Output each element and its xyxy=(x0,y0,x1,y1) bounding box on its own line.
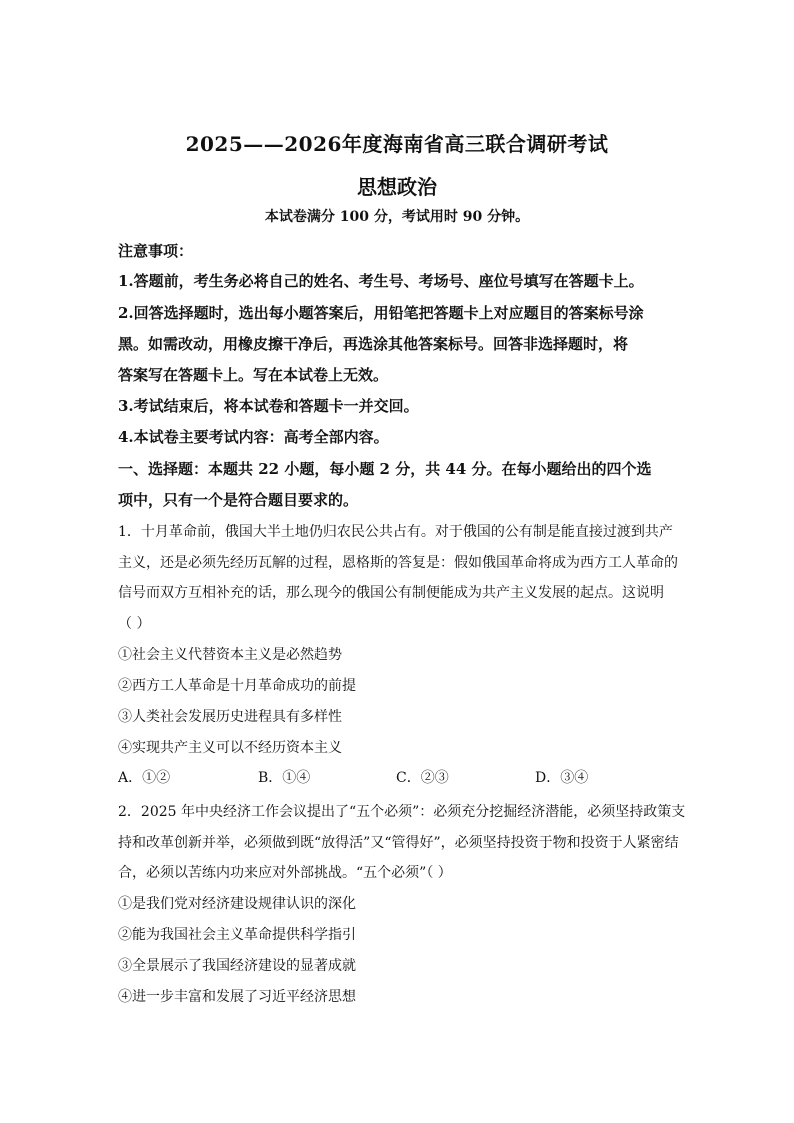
exam-meta: 本试卷满分 100 分，考试用时 90 分钟。 xyxy=(264,209,530,225)
question-2-statement: ④进一步丰富和发展了习近平经济思想 xyxy=(118,989,356,1005)
question-2-statement: ③全景展示了我国经济建设的显著成就 xyxy=(118,958,356,974)
option-a: A．①② xyxy=(118,770,171,786)
notice-line: 4.本试卷主要考试内容：高考全部内容。 xyxy=(118,428,389,446)
subject-title: 思想政治 xyxy=(357,175,437,199)
option-c: C．②③ xyxy=(396,770,449,786)
question-1-text: 1．十月革命前，俄国大半土地仍归农民公共占有。对于俄国的公有制是能直接过渡到共产 xyxy=(118,524,673,540)
question-2-text: 持和改革创新并举，必须做到既“放得活”又“管得好”，必须坚持投资于物和投资于人紧密结 xyxy=(118,835,679,851)
question-1-options xyxy=(118,767,678,787)
notice-line: 黑。如需改动，用橡皮擦干净后，再选涂其他答案标号。回答非选择题时，将 xyxy=(118,335,629,353)
question-2-statement: ①是我们党对经济建设规律认识的深化 xyxy=(118,896,356,912)
question-1-statement: ①社会主义代替资本主义是必然趋势 xyxy=(118,647,342,663)
section-heading: 一、选择题：本题共 22 小题，每小题 2 分，共 44 分。在每小题给出的四个选 xyxy=(118,460,652,478)
question-1-text: 信号而双方互相补充的话，那么现今的俄国公有制便能成为共产主义发展的起点。这说明 xyxy=(118,585,664,601)
notice-line: 答案写在答题卡上。写在本试卷上无效。 xyxy=(118,366,389,384)
question-2-text: 合，必须以苦练内功来应对外部挑战。“五个必须”（ ） xyxy=(118,865,452,881)
question-1-blank: （ ） xyxy=(118,616,151,632)
notice-line: 1.答题前，考生务必将自己的姓名、考生号、考场号、座位号填写在答题卡上。 xyxy=(118,272,644,290)
question-1-text: 主义，还是必须先经历瓦解的过程，恩格斯的答复是：假如俄国革命将成为西方工人革命的 xyxy=(118,555,678,571)
question-1-statement: ②西方工人革命是十月革命成功的前提 xyxy=(118,678,356,694)
notice-line: 3.考试结束后，将本试卷和答题卡一并交回。 xyxy=(118,397,419,415)
option-b: B．①④ xyxy=(258,770,311,786)
question-2-text: 2．2025 年中央经济工作会议提出了“五个必须”：必须充分挖掘经济潜能，必须坚持政策支 xyxy=(118,804,686,820)
question-1-statement: ④实现共产主义可以不经历资本主义 xyxy=(118,740,342,756)
section-heading: 项中，只有一个是符合题目要求的。 xyxy=(118,491,359,509)
notice-heading: 注意事项： xyxy=(118,242,194,260)
notice-line: 2.回答选择题时，选出每小题答案后，用铅笔把答题卡上对应题目的答案标号涂 xyxy=(118,304,644,322)
question-2-statement: ②能为我国社会主义革命提供科学指引 xyxy=(118,927,356,943)
page-title: 2025——2026年度海南省高三联合调研考试 xyxy=(185,132,609,156)
option-d: D．③④ xyxy=(535,770,589,786)
question-1-statement: ③人类社会发展历史进程具有多样性 xyxy=(118,709,342,725)
